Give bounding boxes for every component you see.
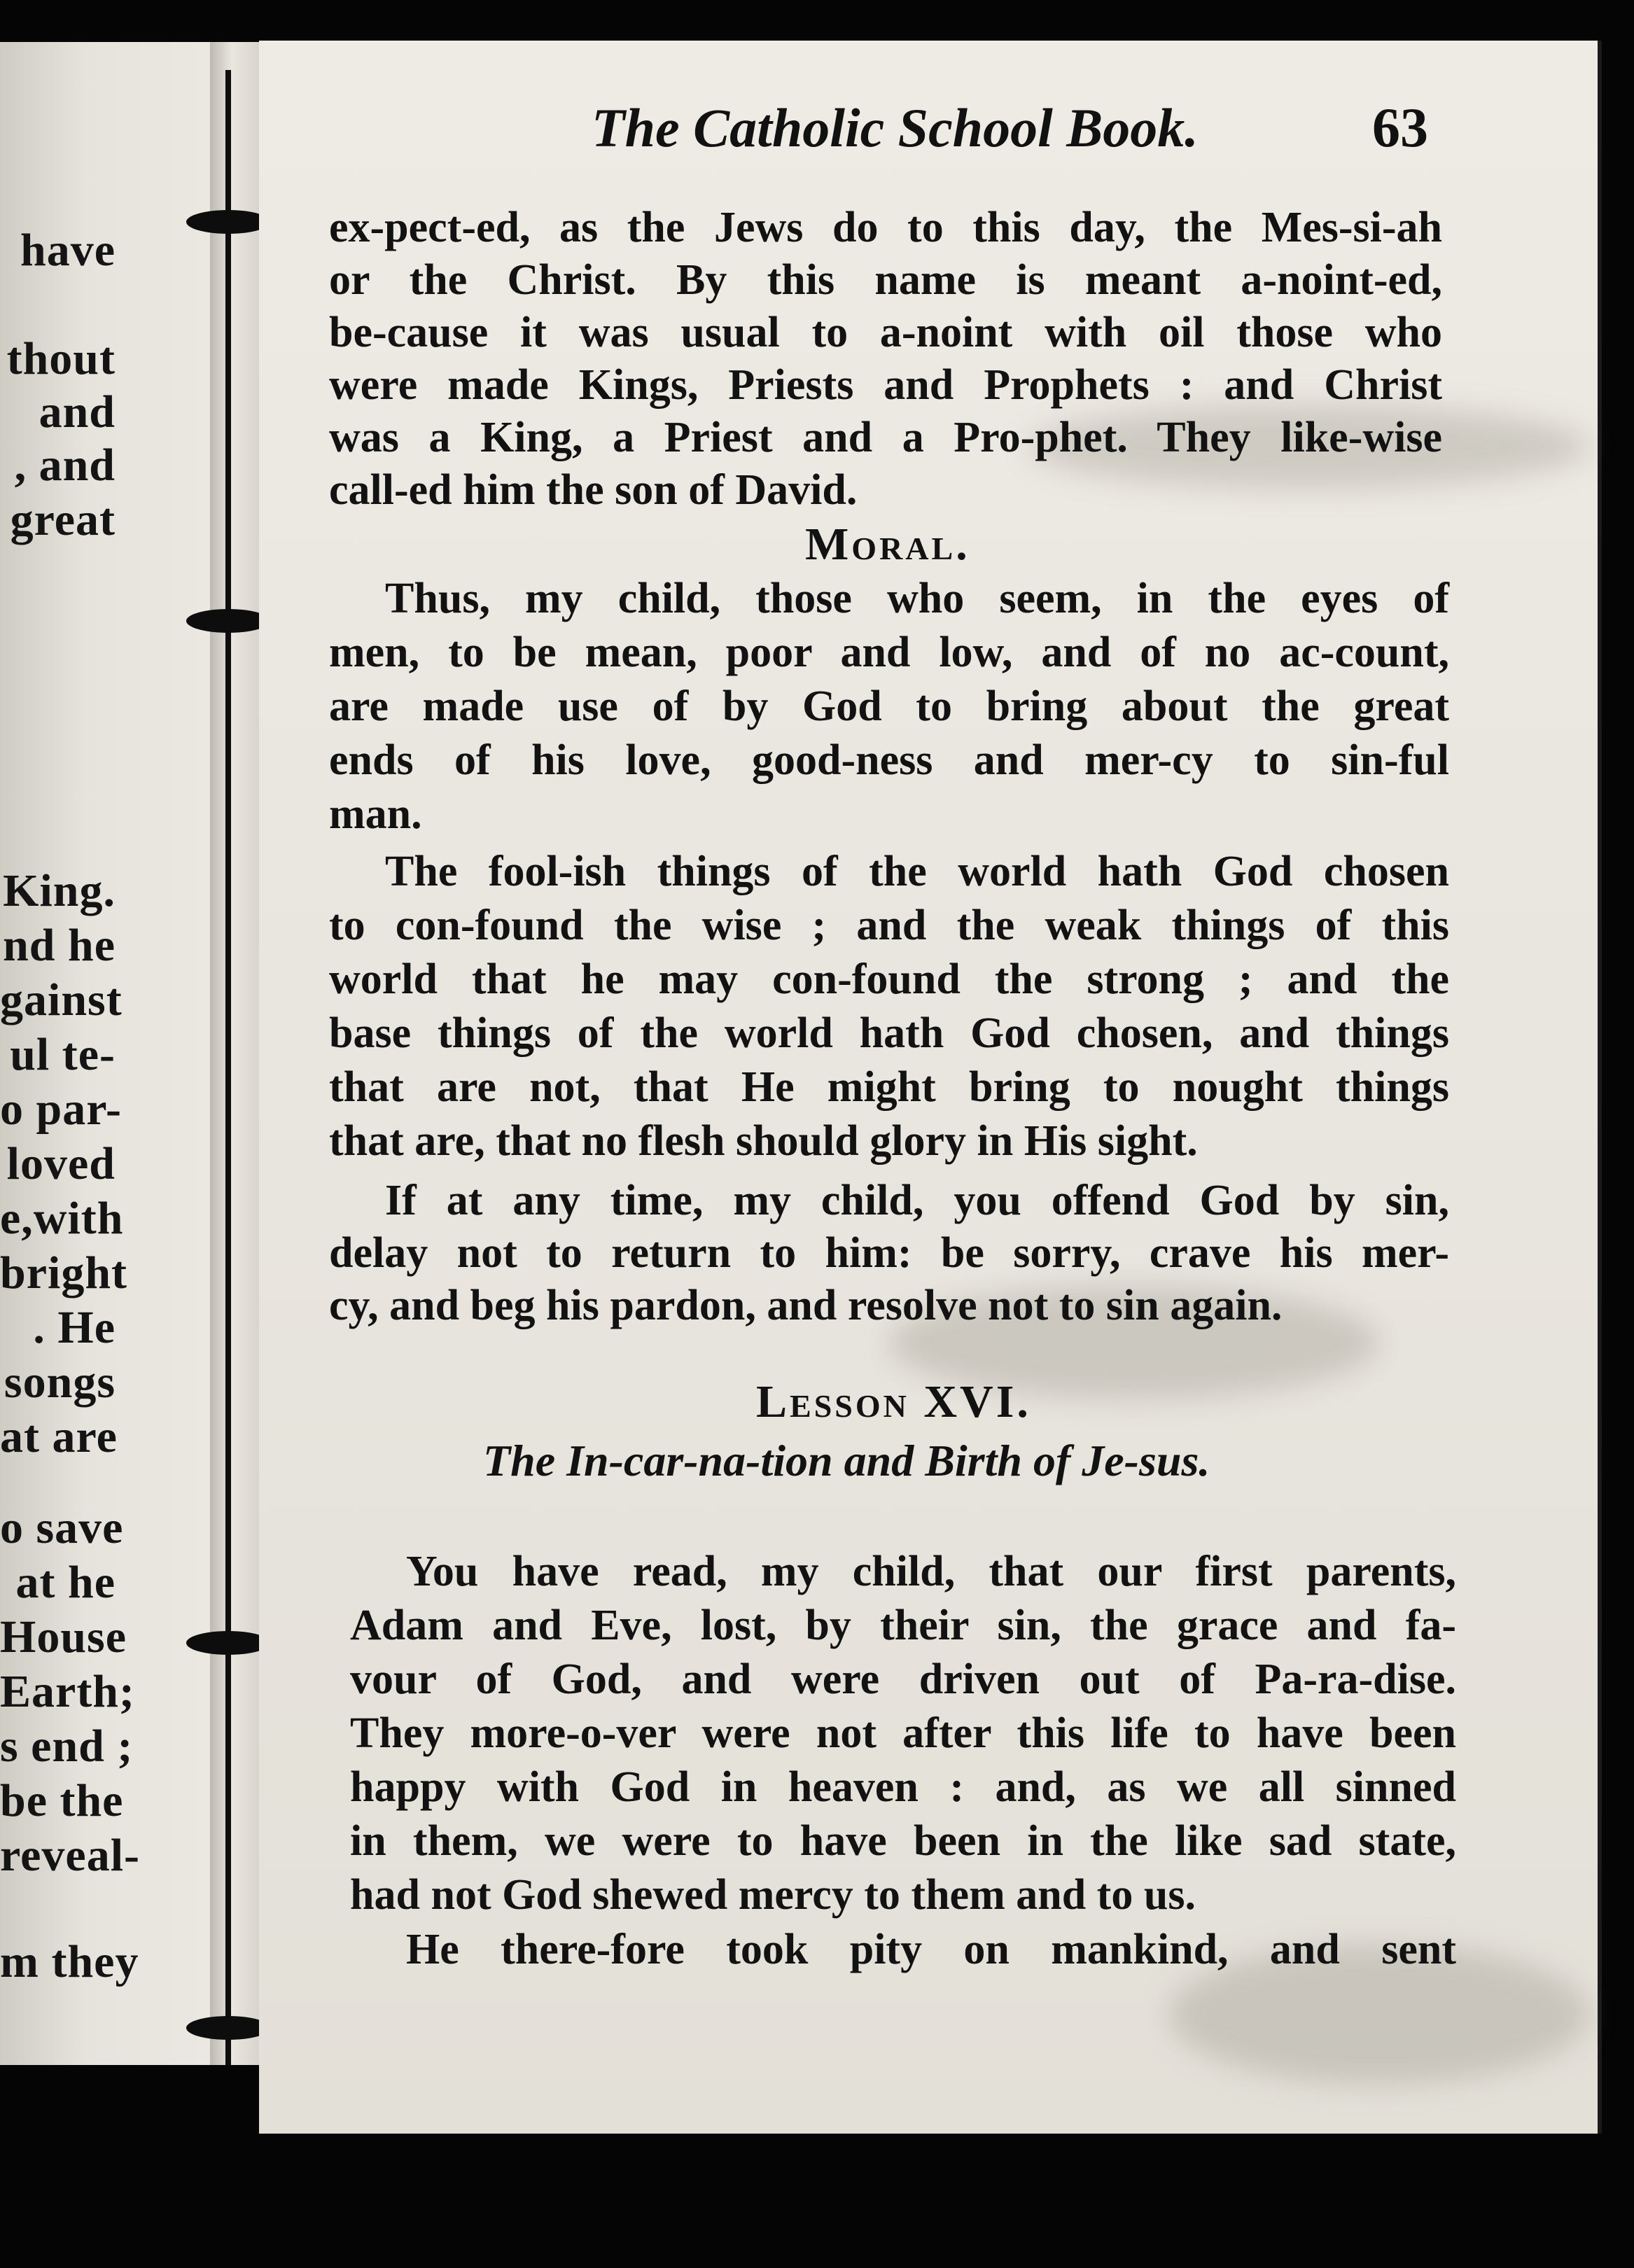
facing-page-line: , and xyxy=(14,440,116,491)
facing-page-line: and xyxy=(39,386,116,438)
facing-page-line: House xyxy=(0,1611,127,1662)
facing-page-line: m they xyxy=(0,1936,139,1987)
facing-page-line: Earth; xyxy=(0,1666,135,1717)
text-line: cy, and beg his pardon, and resolve not to sin again. xyxy=(329,1282,1283,1329)
text-line: that are, that no flesh should glory in His sight. xyxy=(329,1117,1198,1165)
facing-page-line: o par- xyxy=(0,1084,123,1135)
facing-page-line: e,with xyxy=(0,1193,124,1244)
text-line: They more-o-ver were not after this life to have been xyxy=(350,1709,1456,1757)
page-number: 63 xyxy=(1372,97,1428,159)
facing-page-line: songs xyxy=(4,1357,116,1408)
text-line: base things of the world hath God chosen, and things xyxy=(329,1009,1449,1057)
moral-heading: Moral. xyxy=(805,519,970,570)
text-line: He there-fore took pity on mankind, and sent xyxy=(406,1926,1456,1973)
text-line: are made use of by God to bring about the great xyxy=(329,682,1449,730)
text-line: call-ed him the son of David. xyxy=(329,466,858,514)
facing-page-line: gainst xyxy=(0,974,123,1026)
binding-thread xyxy=(225,70,231,2065)
text-line: to con-found the wise ; and the weak things of this xyxy=(329,902,1449,949)
text-line: that are not, that He might bring to nought things xyxy=(329,1063,1449,1111)
text-line: happy with God in heaven : and, as we all sinned xyxy=(350,1763,1456,1811)
text-line: were made Kings, Priests and Prophets : and Christ xyxy=(329,361,1442,409)
text-line: ends of his love, good-ness and mer-cy to sin-ful xyxy=(329,736,1449,784)
facing-page-line: loved xyxy=(6,1138,116,1189)
facing-page-line: be the xyxy=(0,1775,124,1826)
facing-page-line: King. xyxy=(3,865,116,916)
text-line: The fool-ish things of the world hath God chosen xyxy=(385,848,1449,895)
facing-page-line: o save xyxy=(0,1502,124,1553)
text-line: man. xyxy=(329,790,422,838)
text-line: You have read, my child, that our first parents, xyxy=(406,1548,1456,1595)
facing-page-line: s end ; xyxy=(0,1721,134,1772)
binding-stitch xyxy=(186,609,270,633)
text-line: was a King, a Priest and a Pro-phet. They like-wise xyxy=(329,414,1442,461)
text-line: If at any time, my child, you offend God by sin, xyxy=(385,1177,1449,1224)
facing-page-line: reveal- xyxy=(0,1830,141,1881)
facing-page-line: ul te- xyxy=(10,1029,116,1080)
facing-page-line: have xyxy=(20,225,116,276)
facing-page-line: . He xyxy=(33,1302,116,1353)
text-line: or the Christ. By this name is meant a-noint-ed, xyxy=(329,256,1442,304)
text-line: had not God shewed mercy to them and to us. xyxy=(350,1871,1196,1919)
facing-page-line: bright xyxy=(0,1247,128,1298)
text-line: delay not to return to him: be sorry, crave his mer- xyxy=(329,1229,1449,1277)
binding-stitch xyxy=(186,2016,270,2040)
text-line: vour of God, and were driven out of Pa-ra-dise. xyxy=(350,1656,1456,1703)
facing-page-line: thout xyxy=(6,333,116,384)
facing-page-line: at he xyxy=(15,1557,116,1608)
facing-page-line: nd he xyxy=(3,920,116,971)
text-line: Adam and Eve, lost, by their sin, the grace and fa- xyxy=(350,1602,1456,1649)
facing-page-line: great xyxy=(10,494,116,545)
binding-stitch xyxy=(186,1631,270,1655)
running-header-title: The Catholic School Book. xyxy=(592,97,1199,158)
lesson-heading: Lesson XVI. xyxy=(756,1376,1031,1427)
book-gutter xyxy=(210,42,259,2065)
lesson-subtitle: The In-car-na-tion and Birth of Je-sus. xyxy=(483,1436,1210,1485)
text-line: Thus, my child, those who seem, in the eyes of xyxy=(385,575,1449,622)
text-line: world that he may con-found the strong ; and the xyxy=(329,955,1449,1003)
text-line: ex-pect-ed, as the Jews do to this day, the Mes-si-ah xyxy=(329,204,1442,251)
text-line: men, to be mean, poor and low, and of no ac-count, xyxy=(329,629,1449,676)
text-line: be-cause it was usual to a-noint with oil those who xyxy=(329,309,1442,356)
text-line: in them, we were to have been in the like sad state, xyxy=(350,1817,1456,1865)
facing-page-line: at are xyxy=(0,1411,118,1462)
binding-stitch xyxy=(186,210,270,234)
